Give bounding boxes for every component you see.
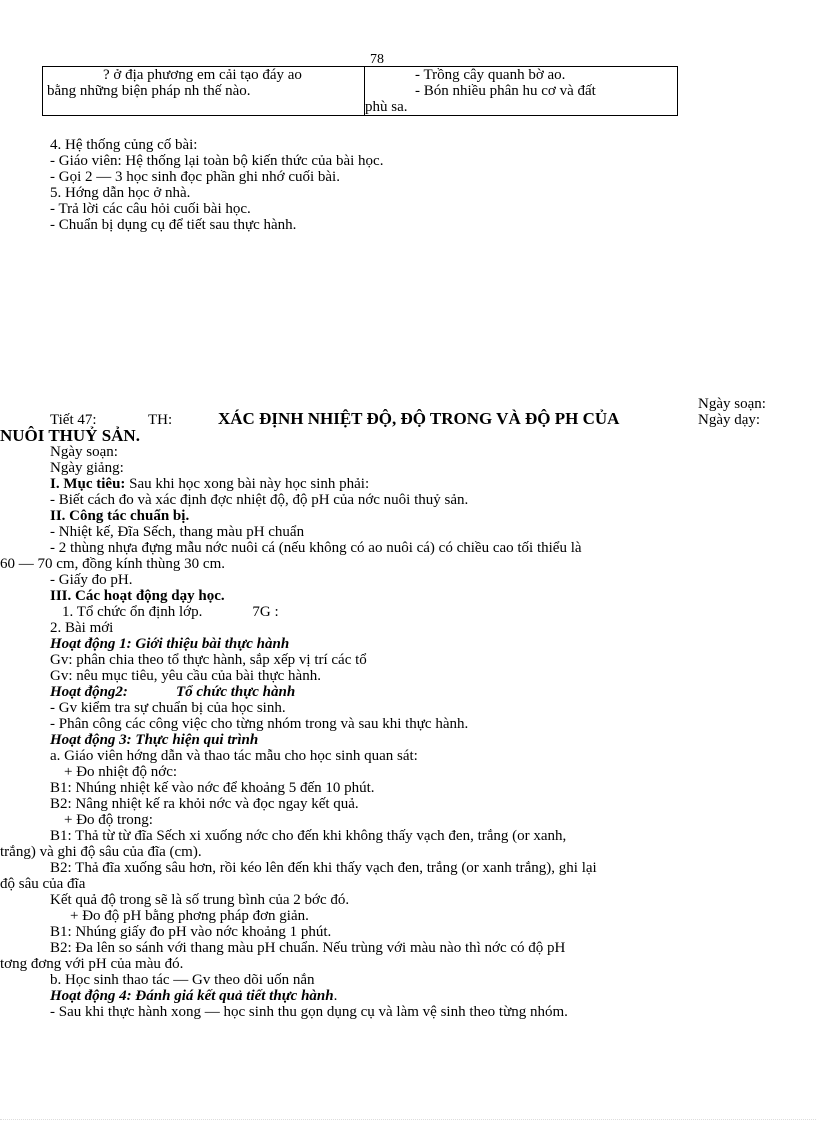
consolidation-section bbox=[0, 137, 816, 233]
activity-3-step-continued: độ sâu của đĩa bbox=[0, 876, 86, 892]
lesson-type: TH: bbox=[148, 412, 173, 428]
objectives-item: - Biết cách đo và xác định đợc nhiệt độ, độ pH của nớc nuôi thuỷ sản. bbox=[50, 492, 469, 508]
objectives-text: Sau khi học xong bài này học sinh phải: bbox=[129, 476, 370, 492]
activity-3-step: B1: Thả từ từ đĩa Sếch xi xuống nớc cho đến khi không thấy vạch đen, trắng (or xanh, bbox=[50, 828, 567, 844]
ngay-day-right: Ngày dạy: bbox=[698, 412, 761, 428]
ngay-soan: Ngày soạn: bbox=[50, 444, 118, 460]
activity-3-step: B2: Thả đĩa xuống sâu hơn, rồi kéo lên đến khi thấy vạch đen, trắng (or xanh trắng), ghi lại bbox=[50, 860, 597, 876]
activity-2-title: Tổ chức thực hành bbox=[175, 684, 296, 700]
activity-3-heading: Hoạt động 3: Thực hiện qui trình bbox=[50, 732, 259, 748]
page-number: 78 bbox=[370, 52, 384, 67]
preparation-heading: II. Công tác chuẩn bị. bbox=[50, 508, 190, 524]
activity-4-item: - Sau khi thực hành xong — học sinh thu gọn dụng cụ và làm vệ sinh theo từng nhóm. bbox=[50, 1004, 568, 1020]
answer-line: - Trồng cây quanh bờ ao. bbox=[415, 67, 566, 83]
activity-3-subheading: + Đo độ pH bằng phơng pháp đơn giản. bbox=[70, 908, 309, 924]
preparation-item: - Nhiệt kế, Đĩa Sếch, thang màu pH chuẩn bbox=[50, 524, 305, 540]
activity-3-step: B2: Nâng nhiệt kế ra khỏi nớc và đọc ngay kết quả. bbox=[50, 796, 359, 812]
activity-3-subheading: + Đo độ trong: bbox=[64, 812, 153, 828]
answer-line: phù sa. bbox=[365, 99, 408, 115]
activity-2-heading bbox=[0, 684, 816, 700]
activity-2-label: Hoạt động2: bbox=[50, 684, 128, 700]
activity-4-heading: Hoạt động 4: Đánh giá kết quả tiết thực hành bbox=[50, 988, 334, 1004]
activity-3-item: b. Học sinh thao tác — Gv theo dõi uốn nắn bbox=[50, 972, 315, 988]
text-line: - Trả lời các câu hỏi cuối bài học. bbox=[50, 201, 251, 217]
activity-3-item: a. Giáo viên hớng dẫn và thao tác mẫu cho học sinh quan sát: bbox=[50, 748, 418, 764]
class-organization: 1. Tổ chức ổn định lớp. bbox=[62, 604, 203, 620]
question-cell bbox=[43, 67, 365, 116]
preparation-item: - 2 thùng nhựa đựng mẫu nớc nuôi cá (nếu không có ao nuôi cá) có chiều cao tối thiểu là bbox=[50, 540, 582, 556]
lesson-body bbox=[0, 444, 816, 1020]
objectives-row bbox=[0, 476, 816, 492]
activity-3-step: B1: Nhúng giấy đo pH vào nớc khoảng 1 phút. bbox=[50, 924, 332, 940]
preparation-item: - Giấy đo pH. bbox=[50, 572, 133, 588]
section-heading: 4. Hệ thống củng cố bài: bbox=[50, 137, 198, 153]
section-heading: 5. Hớng dẫn học ở nhà. bbox=[50, 185, 191, 201]
text-line: - Gọi 2 — 3 học sinh đọc phần ghi nhớ cuối bài. bbox=[50, 169, 340, 185]
activity-1-item: Gv: nêu mục tiêu, yêu cầu của bài thực hành. bbox=[50, 668, 321, 684]
activity-2-item: - Gv kiểm tra sự chuẩn bị của học sinh. bbox=[50, 700, 286, 716]
activity-3-step-continued: trắng) và ghi độ sâu của đĩa (cm). bbox=[0, 844, 202, 860]
activity-3-step-continued: tơng đơng với pH của màu đó. bbox=[0, 956, 184, 972]
activity-3-step: B2: Đa lên so sánh với thang màu pH chuẩn. Nếu trùng với màu nào thì nớc có độ pH bbox=[50, 940, 566, 956]
lesson-title: XÁC ĐỊNH NHIỆT ĐỘ, ĐỘ TRONG VÀ ĐỘ PH CỦA bbox=[218, 409, 620, 428]
answer-line: - Bón nhiều phân hu cơ và đất bbox=[415, 83, 596, 99]
ngay-giang: Ngày giảng: bbox=[50, 460, 124, 476]
lesson-number: Tiết 47: bbox=[50, 412, 97, 428]
activity-1-heading: Hoạt động 1: Giới thiệu bài thực hành bbox=[50, 636, 290, 652]
lesson-title-continued: NUÔI THUỶ SẢN. bbox=[0, 426, 140, 445]
new-lesson: 2. Bài mới bbox=[50, 620, 114, 636]
question-line: ? ở địa phương em cải tạo đáy ao bbox=[103, 67, 302, 83]
activity-4-period: . bbox=[333, 988, 338, 1004]
activity-3-step: B1: Nhúng nhiệt kế vào nớc để khoảng 5 đến 10 phút. bbox=[50, 780, 375, 796]
page-bottom-divider bbox=[0, 1119, 816, 1120]
objectives-label: I. Mục tiêu: bbox=[50, 476, 126, 492]
activity-3-result: Kết quả độ trong sẽ là số trung bình của 2 bớc đó. bbox=[50, 892, 350, 908]
answer-cell bbox=[365, 67, 678, 116]
text-line: - Chuẩn bị dụng cụ để tiết sau thực hành. bbox=[50, 217, 297, 233]
activity-2-item: - Phân công các công việc cho từng nhóm trong và sau khi thực hành. bbox=[50, 716, 469, 732]
activity-1-item: Gv: phân chia theo tổ thực hành, sắp xếp vị trí các tổ bbox=[50, 652, 367, 668]
text-line: - Giáo viên: Hệ thống lại toàn bộ kiến thức của bài học. bbox=[50, 153, 384, 169]
preparation-item-continued: 60 — 70 cm, đồng kính thùng 30 cm. bbox=[0, 556, 225, 572]
activity-4-heading-row bbox=[0, 988, 816, 1004]
question-line: bằng những biện pháp nh thế nào. bbox=[47, 83, 251, 99]
question-answer-table bbox=[42, 66, 678, 116]
class-name: 7G : bbox=[252, 604, 279, 620]
class-organization-row bbox=[0, 604, 816, 620]
activity-3-subheading: + Đo nhiệt độ nớc: bbox=[64, 764, 178, 780]
activities-heading: III. Các hoạt động dạy học. bbox=[50, 588, 225, 604]
ngay-soan-right: Ngày soạn: bbox=[698, 396, 766, 412]
